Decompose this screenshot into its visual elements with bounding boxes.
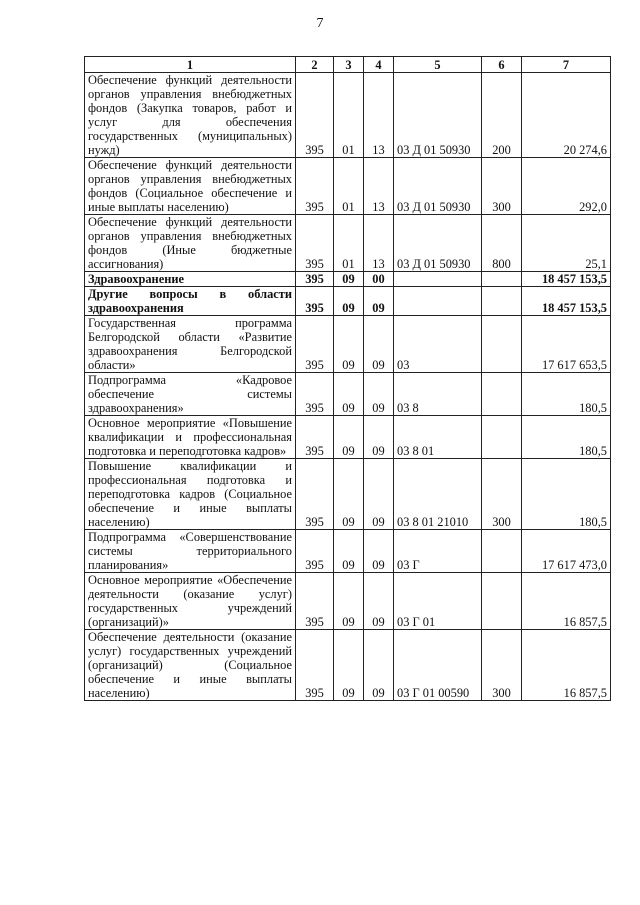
row-code-section: 09 — [334, 316, 364, 373]
row-code-subsection: 09 — [364, 530, 394, 573]
header-col-1: 1 — [85, 57, 296, 73]
header-col-2: 2 — [296, 57, 334, 73]
row-name: Другие вопросы в области здравоохранения — [85, 287, 296, 316]
row-code-admin: 395 — [296, 630, 334, 701]
row-code-subsection: 13 — [364, 215, 394, 272]
row-code-type: 200 — [482, 73, 522, 158]
row-code-section: 09 — [334, 287, 364, 316]
header-col-7: 7 — [522, 57, 611, 73]
row-code-section: 09 — [334, 630, 364, 701]
row-code-admin: 395 — [296, 373, 334, 416]
table-row — [85, 630, 611, 701]
table-row — [85, 459, 611, 530]
table-row — [85, 73, 611, 158]
row-amount: 20 274,6 — [522, 73, 611, 158]
row-code-subsection: 00 — [364, 272, 394, 287]
table-body — [85, 73, 611, 701]
table-row — [85, 287, 611, 316]
table-row — [85, 573, 611, 630]
table-row — [85, 215, 611, 272]
row-code-target — [394, 287, 482, 316]
row-code-subsection: 13 — [364, 73, 394, 158]
row-amount: 17 617 653,5 — [522, 316, 611, 373]
row-amount: 16 857,5 — [522, 573, 611, 630]
row-code-type: 300 — [482, 158, 522, 215]
page-number: 7 — [316, 16, 324, 31]
row-name: Обеспечение функций деятельности органов управления внебюджетных фондов (Социальное обеспечение и иные выплаты населению) — [85, 158, 296, 215]
header-col-5: 5 — [394, 57, 482, 73]
row-code-subsection: 09 — [364, 416, 394, 459]
header-col-6: 6 — [482, 57, 522, 73]
row-amount: 180,5 — [522, 416, 611, 459]
row-code-type — [482, 316, 522, 373]
header-col-4: 4 — [364, 57, 394, 73]
row-name: Государственная программа Белгородской области «Развитие здравоохранения Белгородской области» — [85, 316, 296, 373]
row-name: Здравоохранение — [85, 272, 296, 287]
row-code-type: 300 — [482, 459, 522, 530]
row-code-subsection: 09 — [364, 573, 394, 630]
row-code-target: 03 Г 01 — [394, 573, 482, 630]
row-code-target — [394, 272, 482, 287]
row-code-type — [482, 272, 522, 287]
table-row — [85, 158, 611, 215]
table-row — [85, 272, 611, 287]
row-code-section: 09 — [334, 573, 364, 630]
header-col-3: 3 — [334, 57, 364, 73]
row-code-type: 800 — [482, 215, 522, 272]
row-code-target: 03 Д 01 50930 — [394, 73, 482, 158]
table-row — [85, 416, 611, 459]
row-code-section: 01 — [334, 73, 364, 158]
row-code-type — [482, 373, 522, 416]
row-code-section: 01 — [334, 215, 364, 272]
table-header-row — [85, 57, 611, 73]
row-code-subsection: 09 — [364, 316, 394, 373]
row-amount: 180,5 — [522, 459, 611, 530]
row-amount: 180,5 — [522, 373, 611, 416]
row-code-type — [482, 287, 522, 316]
table-row — [85, 316, 611, 373]
row-code-section: 09 — [334, 373, 364, 416]
row-code-type — [482, 530, 522, 573]
row-code-target: 03 8 01 — [394, 416, 482, 459]
row-code-admin: 395 — [296, 573, 334, 630]
row-code-section: 01 — [334, 158, 364, 215]
row-amount: 18 457 153,5 — [522, 287, 611, 316]
row-code-section: 09 — [334, 416, 364, 459]
row-code-admin: 395 — [296, 316, 334, 373]
row-name: Основное мероприятие «Повышение квалификации и профессиональная подготовка и переподготовка кадров» — [85, 416, 296, 459]
row-code-subsection: 09 — [364, 287, 394, 316]
row-amount: 292,0 — [522, 158, 611, 215]
row-code-target: 03 Г 01 00590 — [394, 630, 482, 701]
row-name: Обеспечение деятельности (оказание услуг) государственных учреждений (организаций) (Социальное обеспечение и иные выплаты населению) — [85, 630, 296, 701]
row-code-type — [482, 416, 522, 459]
row-code-subsection: 09 — [364, 459, 394, 530]
row-name: Подпрограмма «Кадровое обеспечение системы здравоохранения» — [85, 373, 296, 416]
row-amount: 18 457 153,5 — [522, 272, 611, 287]
row-name: Повышение квалификации и профессиональная подготовка и переподготовка кадров (Социальное обеспечение и иные выплаты населению) — [85, 459, 296, 530]
budget-table — [84, 56, 611, 701]
row-code-type — [482, 573, 522, 630]
row-code-subsection: 13 — [364, 158, 394, 215]
table-row — [85, 530, 611, 573]
row-code-target: 03 8 01 21010 — [394, 459, 482, 530]
row-code-admin: 395 — [296, 73, 334, 158]
row-code-admin: 395 — [296, 530, 334, 573]
row-name: Обеспечение функций деятельности органов управления внебюджетных фондов (Закупка товаров, работ и услуг для обеспечения государственных (муниципальных) нужд) — [85, 73, 296, 158]
row-name: Основное мероприятие «Обеспечение деятельности (оказание услуг) государственных учреждений (организаций)» — [85, 573, 296, 630]
row-code-section: 09 — [334, 459, 364, 530]
row-code-subsection: 09 — [364, 630, 394, 701]
row-amount: 16 857,5 — [522, 630, 611, 701]
table-row — [85, 373, 611, 416]
row-code-target: 03 Д 01 50930 — [394, 215, 482, 272]
row-code-target: 03 8 — [394, 373, 482, 416]
row-amount: 17 617 473,0 — [522, 530, 611, 573]
row-code-admin: 395 — [296, 158, 334, 215]
row-code-admin: 395 — [296, 416, 334, 459]
row-code-subsection: 09 — [364, 373, 394, 416]
row-name: Подпрограмма «Совершенствование системы территориального планирования» — [85, 530, 296, 573]
row-name: Обеспечение функций деятельности органов управления внебюджетных фондов (Иные бюджетные ассигнования) — [85, 215, 296, 272]
row-code-admin: 395 — [296, 215, 334, 272]
row-code-target: 03 Д 01 50930 — [394, 158, 482, 215]
row-code-admin: 395 — [296, 287, 334, 316]
row-code-target: 03 — [394, 316, 482, 373]
row-code-section: 09 — [334, 272, 364, 287]
row-code-admin: 395 — [296, 459, 334, 530]
row-amount: 25,1 — [522, 215, 611, 272]
row-code-section: 09 — [334, 530, 364, 573]
row-code-type: 300 — [482, 630, 522, 701]
row-code-admin: 395 — [296, 272, 334, 287]
row-code-target: 03 Г — [394, 530, 482, 573]
